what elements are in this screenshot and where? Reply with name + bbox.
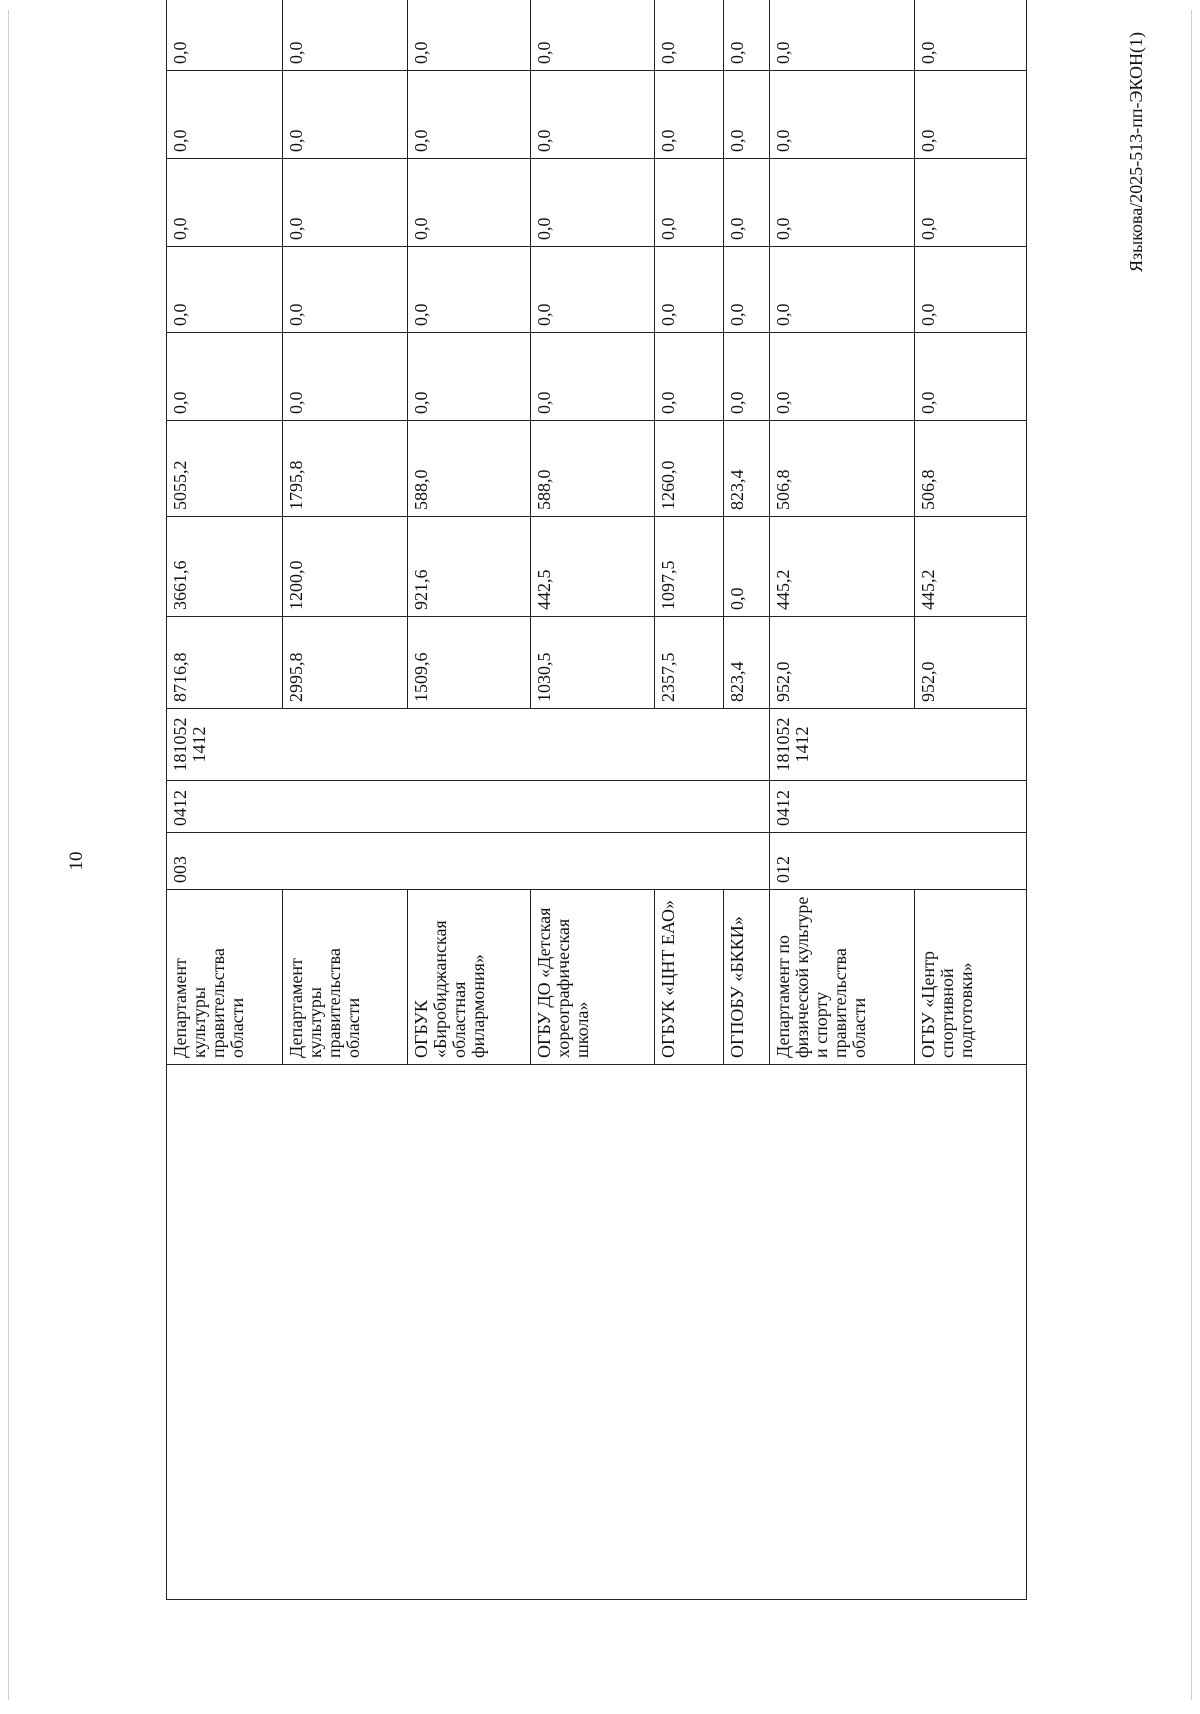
- value-cell: 8716,8: [167, 617, 283, 709]
- value-cell: 506,8: [915, 421, 1027, 517]
- value-cell: 442,5: [531, 517, 655, 617]
- blank-merged-cell: [167, 1065, 1027, 1600]
- value-cell: 0,0: [724, 159, 770, 247]
- value-cell: 3661,6: [167, 517, 283, 617]
- row-name: Департамент культуры правительства области: [283, 890, 408, 1065]
- value-cell: 0,0: [655, 71, 724, 159]
- value-cell: 0,0: [408, 0, 531, 71]
- value-cell: 0,0: [655, 247, 724, 333]
- value-cell: 445,2: [915, 517, 1027, 617]
- value-cell: 1030,5: [531, 617, 655, 709]
- page-edge-left: [8, 10, 9, 1700]
- value-cell: 0,0: [915, 0, 1027, 71]
- row-name: Департамент культуры правительства области: [167, 890, 283, 1065]
- value-cell: 0,0: [724, 0, 770, 71]
- value-cell: 823,4: [724, 421, 770, 517]
- value-cell: 0,0: [915, 247, 1027, 333]
- value-cell: 0,0: [770, 0, 915, 71]
- value-cell: 0,0: [408, 159, 531, 247]
- value-cell: 0,0: [655, 333, 724, 421]
- value-cell: 1260,0: [655, 421, 724, 517]
- value-cell: 588,0: [531, 421, 655, 517]
- value-cell: 0,0: [167, 247, 283, 333]
- value-cell: 952,0: [770, 617, 915, 709]
- value-cell: 0,0: [283, 333, 408, 421]
- value-cell: 0,0: [283, 247, 408, 333]
- value-cell: 0,0: [167, 159, 283, 247]
- value-cell: 0,0: [283, 71, 408, 159]
- value-cell: 0,0: [531, 0, 655, 71]
- row-name: ОГБУ ДО «Детская хореографическая школа»: [531, 890, 655, 1065]
- value-cell: 0,0: [655, 159, 724, 247]
- value-cell: 0,0: [531, 333, 655, 421]
- value-cell: 823,4: [724, 617, 770, 709]
- value-cell: 1509,6: [408, 617, 531, 709]
- value-cell: 0,0: [724, 517, 770, 617]
- ministry-code: 012: [770, 833, 1027, 890]
- page-edge-right: [1191, 10, 1192, 1700]
- value-cell: 0,0: [915, 71, 1027, 159]
- value-cell: 588,0: [408, 421, 531, 517]
- value-cell: 0,0: [167, 71, 283, 159]
- target-code: 181052 1412: [770, 709, 1027, 781]
- value-cell: 921,6: [408, 517, 531, 617]
- row-name: ОГБУК «ЦНТ ЕАО»: [655, 890, 724, 1065]
- footer-reference-text: Языкова/2025-513-пп-ЭКОН(1): [1126, 32, 1146, 272]
- section-code: 0412: [167, 781, 770, 833]
- ministry-code: 003: [167, 833, 770, 890]
- value-cell: 445,2: [770, 517, 915, 617]
- value-cell: 0,0: [531, 71, 655, 159]
- value-cell: 0,0: [724, 71, 770, 159]
- value-cell: 1795,8: [283, 421, 408, 517]
- value-cell: 0,0: [408, 333, 531, 421]
- value-cell: 0,0: [408, 247, 531, 333]
- table-row: [167, 0, 283, 1600]
- value-cell: 0,0: [408, 71, 531, 159]
- value-cell: 0,0: [770, 71, 915, 159]
- value-cell: 0,0: [724, 333, 770, 421]
- value-cell: 0,0: [655, 0, 724, 71]
- value-cell: 0,0: [283, 0, 408, 71]
- value-cell: 0,0: [724, 247, 770, 333]
- value-cell: 0,0: [283, 159, 408, 247]
- value-cell: 0,0: [531, 247, 655, 333]
- value-cell: 0,0: [770, 247, 915, 333]
- page-number: 10: [66, 851, 87, 871]
- rotated-table-wrapper: [166, 41, 1026, 1600]
- value-cell: 0,0: [167, 0, 283, 71]
- value-cell: 0,0: [915, 333, 1027, 421]
- value-cell: 2995,8: [283, 617, 408, 709]
- value-cell: 0,0: [531, 159, 655, 247]
- value-cell: 0,0: [915, 159, 1027, 247]
- row-name: ОГБУК «Биробиджанская областная филармония»: [408, 890, 531, 1065]
- value-cell: 1097,5: [655, 517, 724, 617]
- value-cell: 0,0: [770, 159, 915, 247]
- budget-table: [166, 0, 1027, 1600]
- target-code: 181052 1412: [167, 709, 770, 781]
- value-cell: 506,8: [770, 421, 915, 517]
- row-name: ОГПОБУ «БККИ»: [724, 890, 770, 1065]
- value-cell: 5055,2: [167, 421, 283, 517]
- value-cell: 1200,0: [283, 517, 408, 617]
- value-cell: 2357,5: [655, 617, 724, 709]
- row-name: ОГБУ «Центр спортивной подготовки»: [915, 890, 1027, 1065]
- value-cell: 0,0: [770, 333, 915, 421]
- value-cell: 952,0: [915, 617, 1027, 709]
- section-code: 0412: [770, 781, 1027, 833]
- value-cell: 0,0: [167, 333, 283, 421]
- row-name: Департамент по физической культуре и спорту правительства области: [770, 890, 915, 1065]
